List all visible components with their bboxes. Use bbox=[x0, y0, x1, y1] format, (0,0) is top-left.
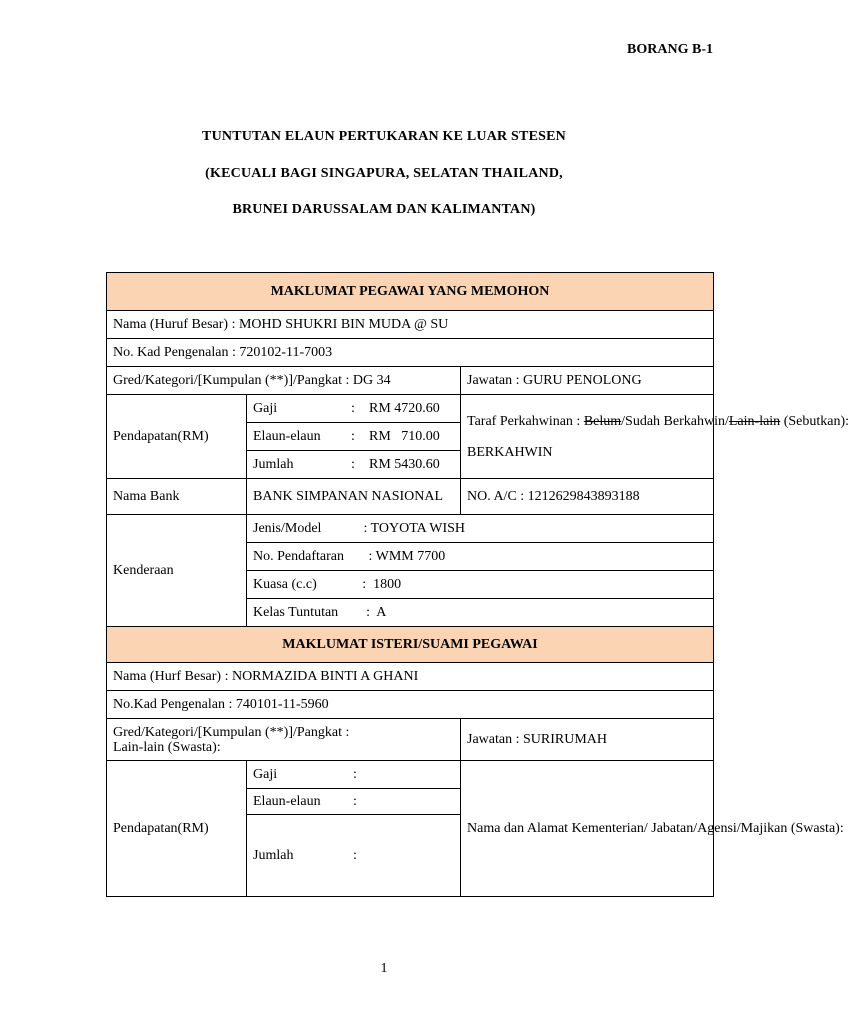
marital-status-value: BERKAHWIN bbox=[467, 444, 553, 460]
spouse-grade bbox=[107, 719, 461, 761]
colon: : bbox=[351, 429, 355, 444]
applicant-name: Nama (Huruf Besar) : MOHD SHUKRI BIN MUDA @ SU bbox=[107, 311, 714, 339]
applicant-grade: Gred/Kategori/[Kumpulan (**)]/Pangkat : DG 34 bbox=[107, 367, 461, 395]
colon: : bbox=[351, 457, 355, 472]
allowance-label: Elaun-elaun bbox=[253, 794, 321, 809]
spouse-grade-line-2: Lain-lain (Swasta): bbox=[113, 739, 221, 755]
marital-specify-label: (Sebutkan): bbox=[780, 413, 849, 429]
vehicle-model: Jenis/Model : TOYOTA WISH bbox=[247, 515, 714, 543]
allowance-label: Elaun-elaun bbox=[253, 429, 321, 444]
colon: : bbox=[353, 794, 357, 809]
total-label: Jumlah bbox=[253, 848, 294, 863]
spouse-grade-line-1: Gred/Kategori/[Kumpulan (**)]/Pangkat : bbox=[113, 724, 350, 740]
marital-option-berkahwin: Berkahwin/ bbox=[663, 413, 729, 429]
salary-label: Gaji bbox=[253, 767, 278, 782]
colon: : bbox=[351, 401, 355, 416]
applicant-total-row bbox=[247, 451, 461, 479]
applicant-ic-number: No. Kad Pengenalan : 720102-11-7003 bbox=[107, 339, 714, 367]
form-code: BORANG B-1 bbox=[627, 42, 713, 57]
marital-status-label: Taraf Perkahwinan : bbox=[467, 413, 584, 429]
colon: : bbox=[353, 767, 357, 782]
salary-label: Gaji bbox=[253, 401, 278, 416]
spouse-allowance-row bbox=[247, 789, 461, 815]
spouse-ic-number: No.Kad Pengenalan : 740101-11-5960 bbox=[107, 691, 714, 719]
bank-name-label: Nama Bank bbox=[107, 479, 247, 515]
bank-name-value: BANK SIMPANAN NASIONAL bbox=[247, 479, 461, 515]
form-subtitle-line-2: BRUNEI DARUSSALAM DAN KALIMANTAN) bbox=[232, 202, 536, 217]
applicant-allowance-row bbox=[247, 423, 461, 451]
claim-form-table bbox=[106, 272, 849, 897]
form-subtitle-line-1: (KECUALI BAGI SINGAPURA, SELATAN THAILAND, bbox=[205, 166, 563, 181]
vehicle-registration: No. Pendaftaran : WMM 7700 bbox=[247, 543, 714, 571]
section-heading-spouse: MAKLUMAT ISTERI/SUAMI PEGAWAI bbox=[107, 627, 714, 663]
allowance-value: RM 710.00 bbox=[369, 429, 440, 444]
spouse-salary-row bbox=[247, 761, 461, 789]
applicant-salary-row bbox=[247, 395, 461, 423]
spouse-employer-address: Nama dan Alamat Kementerian/ Jabatan/Agensi/Majikan (Swasta): bbox=[461, 761, 714, 897]
account-number: NO. A/C : 1212629843893188 bbox=[461, 479, 714, 515]
section-heading-applicant: MAKLUMAT PEGAWAI YANG MEMOHON bbox=[107, 273, 714, 311]
total-value: RM 5430.60 bbox=[369, 457, 440, 472]
spouse-position: Jawatan : SURIRUMAH bbox=[461, 719, 714, 761]
marital-status-text bbox=[467, 413, 849, 429]
marital-option-lain-lain: Lain-lain bbox=[728, 413, 781, 429]
salary-value: RM 4720.60 bbox=[369, 401, 440, 416]
applicant-income-label: Pendapatan(RM) bbox=[107, 395, 247, 479]
spouse-income-label: Pendapatan(RM) bbox=[107, 761, 247, 897]
marital-status-cell bbox=[461, 395, 849, 479]
vehicle-label: Kenderaan bbox=[107, 515, 247, 627]
form-title: TUNTUTAN ELAUN PERTUKARAN KE LUAR STESEN bbox=[202, 129, 566, 144]
marital-option-belum: Belum bbox=[583, 413, 622, 429]
vehicle-claim-class: Kelas Tuntutan : A bbox=[247, 599, 714, 627]
total-label: Jumlah bbox=[253, 457, 294, 472]
spouse-name: Nama (Hurf Besar) : NORMAZIDA BINTI A GHANI bbox=[107, 663, 714, 691]
colon: : bbox=[353, 848, 357, 863]
vehicle-engine-capacity: Kuasa (c.c) : 1800 bbox=[247, 571, 714, 599]
page-number: 1 bbox=[380, 961, 388, 976]
spouse-total-row bbox=[247, 815, 461, 897]
applicant-position: Jawatan : GURU PENOLONG bbox=[461, 367, 714, 395]
marital-option-sudah: /Sudah bbox=[621, 413, 661, 429]
